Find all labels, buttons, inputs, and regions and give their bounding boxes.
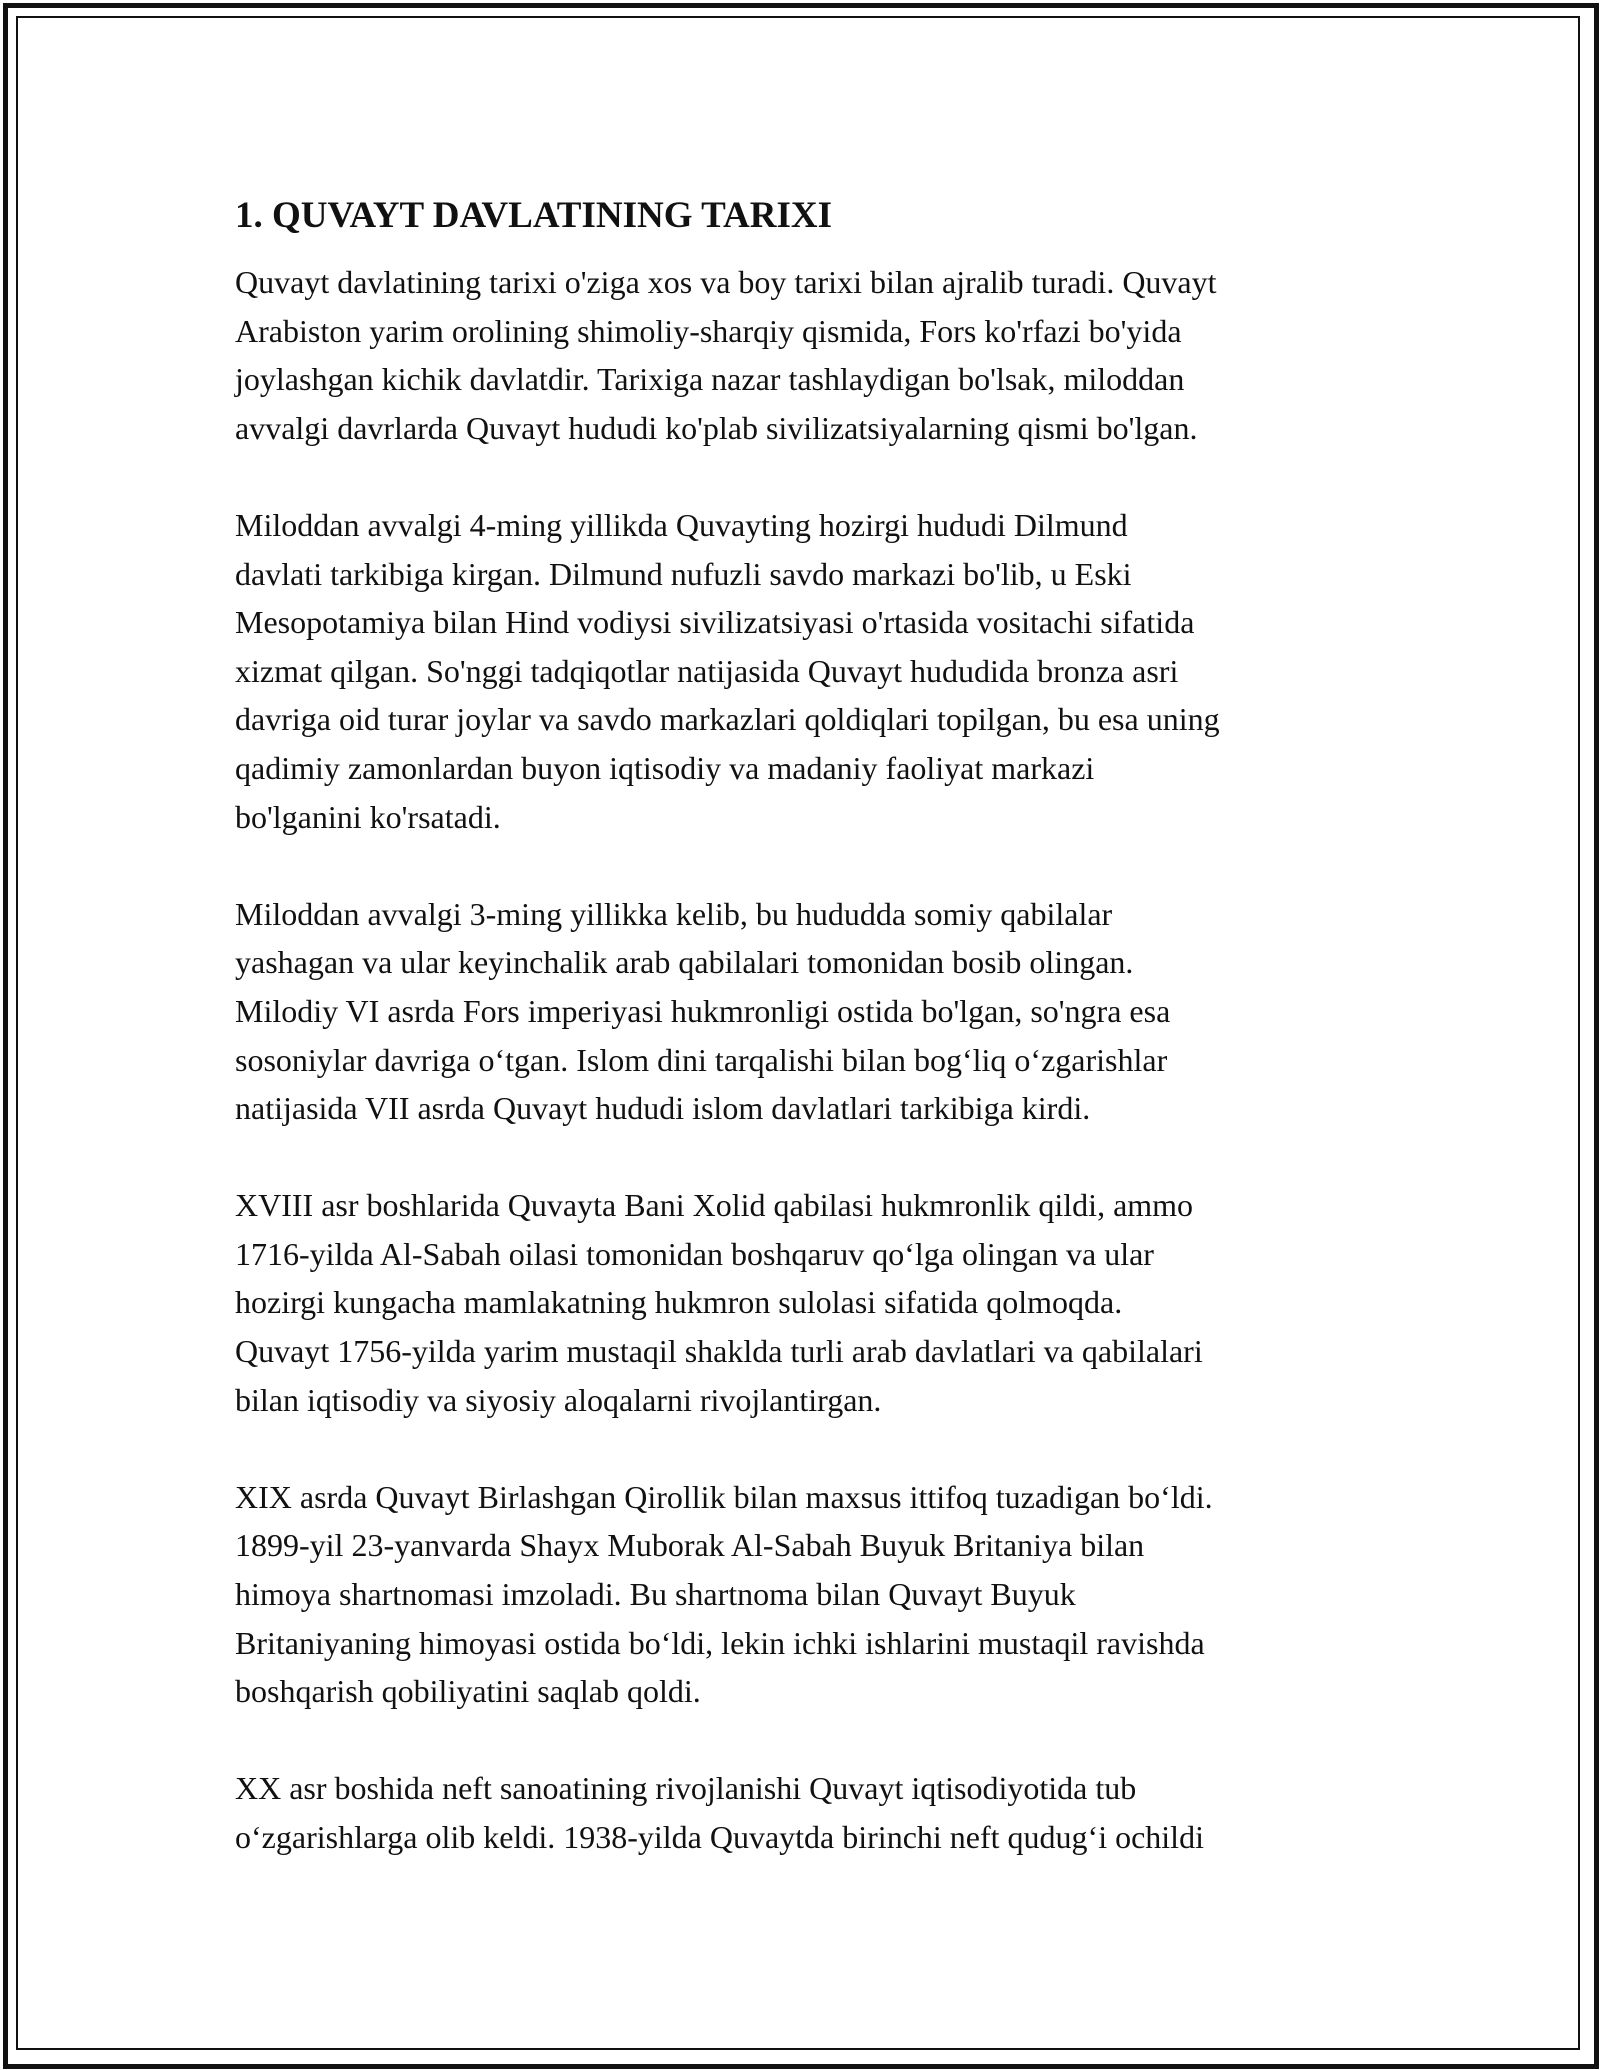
text-line: o‘zgarishlarga olib keldi. 1938-yilda Quvaytda birinchi neft qudug‘i ochildi <box>235 1819 1204 1855</box>
paragraph-5 <box>235 1473 1385 1716</box>
text-line: 1716-yilda Al-Sabah oilasi tomonidan boshqaruv qo‘lga olingan va ular <box>235 1235 1154 1272</box>
text-line: qadimiy zamonlardan buyon iqtisodiy va madaniy faoliyat markazi <box>235 749 1095 786</box>
text-line: Mesopotamiya bilan Hind vodiysi sivilizatsiyasi o'rtasida vositachi sifatida <box>235 604 1195 641</box>
text-line: Milodiy VI asrda Fors imperiyasi hukmronligi ostida bo'lgan, so'ngra esa <box>235 992 1171 1029</box>
text-line: bo'lganini ko'rsatadi. <box>235 798 501 835</box>
text-line: xizmat qilgan. So'nggi tadqiqotlar natijasida Quvayt hududida bronza asri <box>235 652 1179 689</box>
text-line: davlati tarkibiga kirgan. Dilmund nufuzli savdo markazi bo'lib, u Eski <box>235 555 1132 592</box>
text-line: XX asr boshida neft sanoatining rivojlanishi Quvayt iqtisodiyotida tub <box>235 1770 1137 1807</box>
text-line: Quvayt 1756-yilda yarim mustaqil shaklda turli arab davlatlari va qabilalari <box>235 1333 1203 1370</box>
section-heading: 1. QUVAYT DAVLATINING TARIXI <box>235 195 832 236</box>
text-line: natijasida VII asrda Quvayt hududi islom davlatlari tarkibiga kirdi. <box>235 1090 1091 1127</box>
paragraph-2 <box>235 501 1385 841</box>
text-line: bilan iqtisodiy va siyosiy aloqalarni rivojlantirgan. <box>235 1381 882 1418</box>
text-line: Arabiston yarim orolining shimoliy-sharqiy qismida, Fors ko'rfazi bo'yida <box>235 312 1182 349</box>
text-line: hozirgi kungacha mamlakatning hukmron sulolasi sifatida qolmoqda. <box>235 1284 1123 1321</box>
text-line: XVIII asr boshlarida Quvayta Bani Xolid qabilasi hukmronlik qildi, ammo <box>235 1187 1194 1224</box>
text-line: himoya shartnomasi imzoladi. Bu shartnoma bilan Quvayt Buyuk <box>235 1576 1076 1613</box>
text-line: yashagan va ular keyinchalik arab qabilalari tomonidan bosib olingan. <box>235 944 1134 981</box>
text-line: Miloddan avvalgi 4-ming yillikda Quvayting hozirgi hududi Dilmund <box>235 506 1128 543</box>
text-line: joylashgan kichik davlatdir. Tarixiga nazar tashlaydigan bo'lsak, miloddan <box>235 361 1185 398</box>
text-line: Britaniyaning himoyasi ostida bo‘ldi, lekin ichki ishlarini mustaqil ravishda <box>235 1624 1205 1661</box>
text-line: XIX asrda Quvayt Birlashgan Qirollik bilan maxsus ittifoq tuzadigan bo‘ldi. <box>235 1478 1213 1515</box>
paragraph-3 <box>235 890 1385 1133</box>
text-line: Miloddan avvalgi 3-ming yillikka kelib, bu hududda somiy qabilalar <box>235 895 1113 932</box>
text-line: 1899-yil 23-yanvarda Shayx Muborak Al-Sabah Buyuk Britaniya bilan <box>235 1527 1145 1564</box>
text-line: boshqarish qobiliyatini saqlab qoldi. <box>235 1673 701 1710</box>
paragraph-4 <box>235 1181 1385 1424</box>
text-line: sosoniylar davriga o‘tgan. Islom dini tarqalishi bilan bog‘liq o‘zgarishlar <box>235 1041 1168 1078</box>
text-line: avvalgi davrlarda Quvayt hududi ko'plab sivilizatsiyalarning qismi bo'lgan. <box>235 409 1198 446</box>
document-body <box>235 180 1385 1910</box>
paragraph-6 <box>235 1764 1385 1861</box>
paragraph-1 <box>235 258 1385 452</box>
text-line: Quvayt davlatining tarixi o'ziga xos va boy tarixi bilan ajralib turadi. Quvayt <box>235 264 1217 300</box>
text-line: davriga oid turar joylar va savdo markazlari qoldiqlari topilgan, bu esa uning <box>235 701 1220 738</box>
